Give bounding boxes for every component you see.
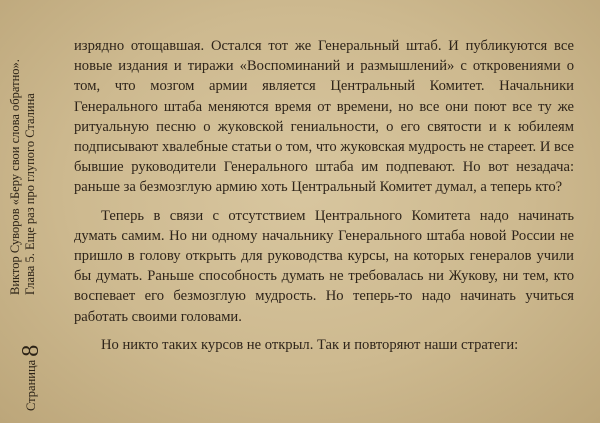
page-label: Страница xyxy=(24,359,38,411)
paragraph-3: Но никто таких курсов не открыл. Так и повторяют наши стратеги: xyxy=(101,336,519,353)
page-number: 8 xyxy=(18,344,44,357)
paragraph-2: Теперь в связи с отсутствием Центрального Комитета надо начинать думать самим. Но ни одному начальнику Генерального штаба новой России не пришло в голову открыть для руководства курсы, на которых генералов учили бы думать. Раньше способность думать не требовалась ни Жукову, ни тем, кто воспевает его безмозглую мудрость. Но теперь-то надо начинать учиться работать своими головами. xyxy=(74,207,574,325)
sidebar xyxy=(0,0,58,423)
page-text xyxy=(74,36,574,363)
paragraph-1: изрядно отощавшая. Остался тот же Генеральный штаб. И публикуются все новые издания и тиражи «Воспоминаний и размышлений» с откровениями о том, что мозгом армии является Центральный Комитет. Начальники Генерального штаба меняются время от времени, но все они поют все ту же ритуальную песню о жуковской гениальности, о его святости и к юбилеям подписывают хвалебные статьи о том, что жуковская мудрость не стареет. И все бывшие руководители Генерального штаба им подпевают. Но вот незадача: раньше за безмозглую армию хоть Центральный Комитет думал, а теперь кто? xyxy=(74,38,574,196)
page-label-group xyxy=(18,344,44,411)
book-title: Виктор Суворов «Беру свои слова обратно». xyxy=(8,59,22,295)
chapter-title: Глава 5. Еще раз про глупого Сталина xyxy=(23,93,37,295)
running-header xyxy=(8,59,38,295)
sidebar-rotated-text xyxy=(6,11,52,411)
